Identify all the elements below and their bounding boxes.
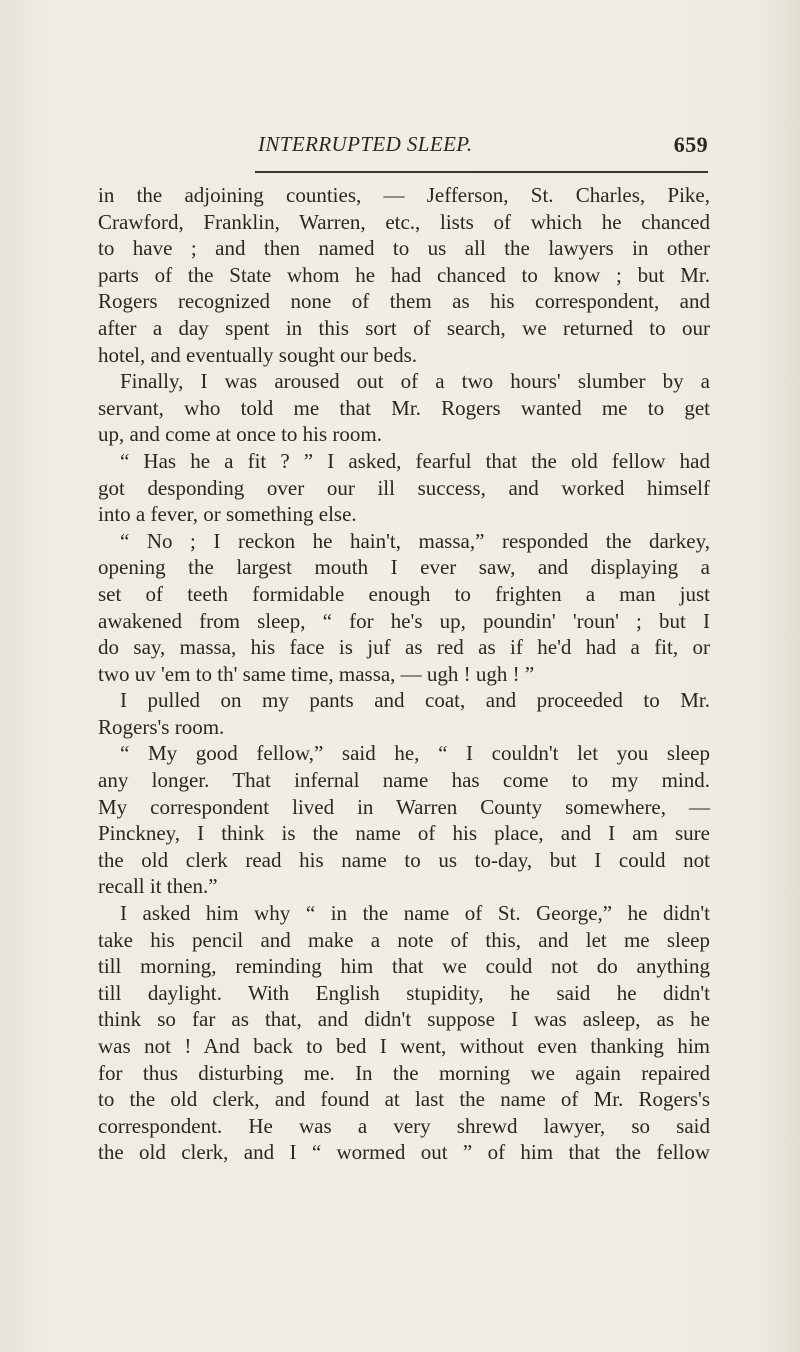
text-line: set of teeth formidable enough to frighten a man just [98, 581, 710, 606]
text-line: for thus disturbing me. In the morning we again repaired [98, 1060, 710, 1085]
text-line: to the old clerk, and found at last the name of Mr. Rogers's [98, 1087, 710, 1112]
text-line: “ My good fellow,” said he, “ I couldn't let you sleep [120, 741, 710, 766]
running-head [258, 132, 708, 158]
text-line: “ No ; I reckon he hain't, massa,” responded the darkey, [120, 528, 710, 553]
text-line: think so far as that, and didn't suppose I was asleep, as he [98, 1007, 710, 1032]
text-line: “ Has he a fit ? ” I asked, fearful that the old fellow had [120, 448, 710, 473]
text-line: after a day spent in this sort of search, we returned to our [98, 315, 710, 340]
header-rule [255, 171, 708, 173]
text-line: into a fever, or something else. [98, 502, 357, 527]
text-line: to have ; and then named to us all the lawyers in other [98, 236, 710, 261]
text-line: Pinckney, I think is the name of his place, and I am sure [98, 821, 710, 846]
text-line: awakened from sleep, “ for he's up, poundin' 'roun' ; but I [98, 608, 710, 633]
text-line: parts of the State whom he had chanced to know ; but Mr. [98, 262, 710, 287]
text-line: I asked him why “ in the name of St. George,” he didn't [120, 901, 710, 926]
text-line: Finally, I was aroused out of a two hours' slumber by a [120, 369, 710, 394]
text-line: till daylight. With English stupidity, he said he didn't [98, 980, 710, 1005]
running-title: INTERRUPTED SLEEP. [258, 132, 473, 156]
text-line: was not ! And back to bed I went, without even thanking him [98, 1034, 710, 1058]
text-line: recall it then.” [98, 874, 218, 899]
text-line: up, and come at once to his room. [98, 422, 383, 447]
text-line: got desponding over our ill success, and worked himself [98, 475, 710, 500]
text-line: in the adjoining counties, — Jefferson, St. Charles, Pike, [98, 183, 710, 207]
text-line: Crawford, Franklin, Warren, etc., lists of which he chanced [98, 209, 710, 234]
text-line: the old clerk read his name to us to-day, but I could not [98, 847, 710, 872]
text-line: till morning, reminding him that we could not do anything [98, 954, 710, 979]
page-number: 659 [673, 132, 708, 157]
text-line: two uv 'em to th' same time, massa, — ugh ! ugh ! ” [98, 661, 535, 686]
text-line: Rogers's room. [98, 714, 225, 739]
text-line: the old clerk, and I “ wormed out ” of him that the fellow [98, 1140, 710, 1165]
text-line: do say, massa, his face is juf as red as if he'd had a fit, or [98, 635, 710, 660]
body-text [98, 182, 710, 1166]
text-line: any longer. That infernal name has come to my mind. [98, 768, 710, 793]
text-line: servant, who told me that Mr. Rogers wanted me to get [98, 395, 710, 420]
text-line: hotel, and eventually sought our beds. [98, 342, 418, 367]
text-line: take his pencil and make a note of this, and let me sleep [98, 927, 710, 952]
text-line: correspondent. He was a very shrewd lawyer, so said [98, 1113, 710, 1138]
text-line: Rogers recognized none of them as his correspondent, and [98, 289, 710, 314]
text-line: I pulled on my pants and coat, and proceeded to Mr. [120, 688, 710, 713]
text-line: My correspondent lived in Warren County somewhere, — [98, 794, 710, 819]
text-line: opening the largest mouth I ever saw, and displaying a [98, 555, 710, 580]
